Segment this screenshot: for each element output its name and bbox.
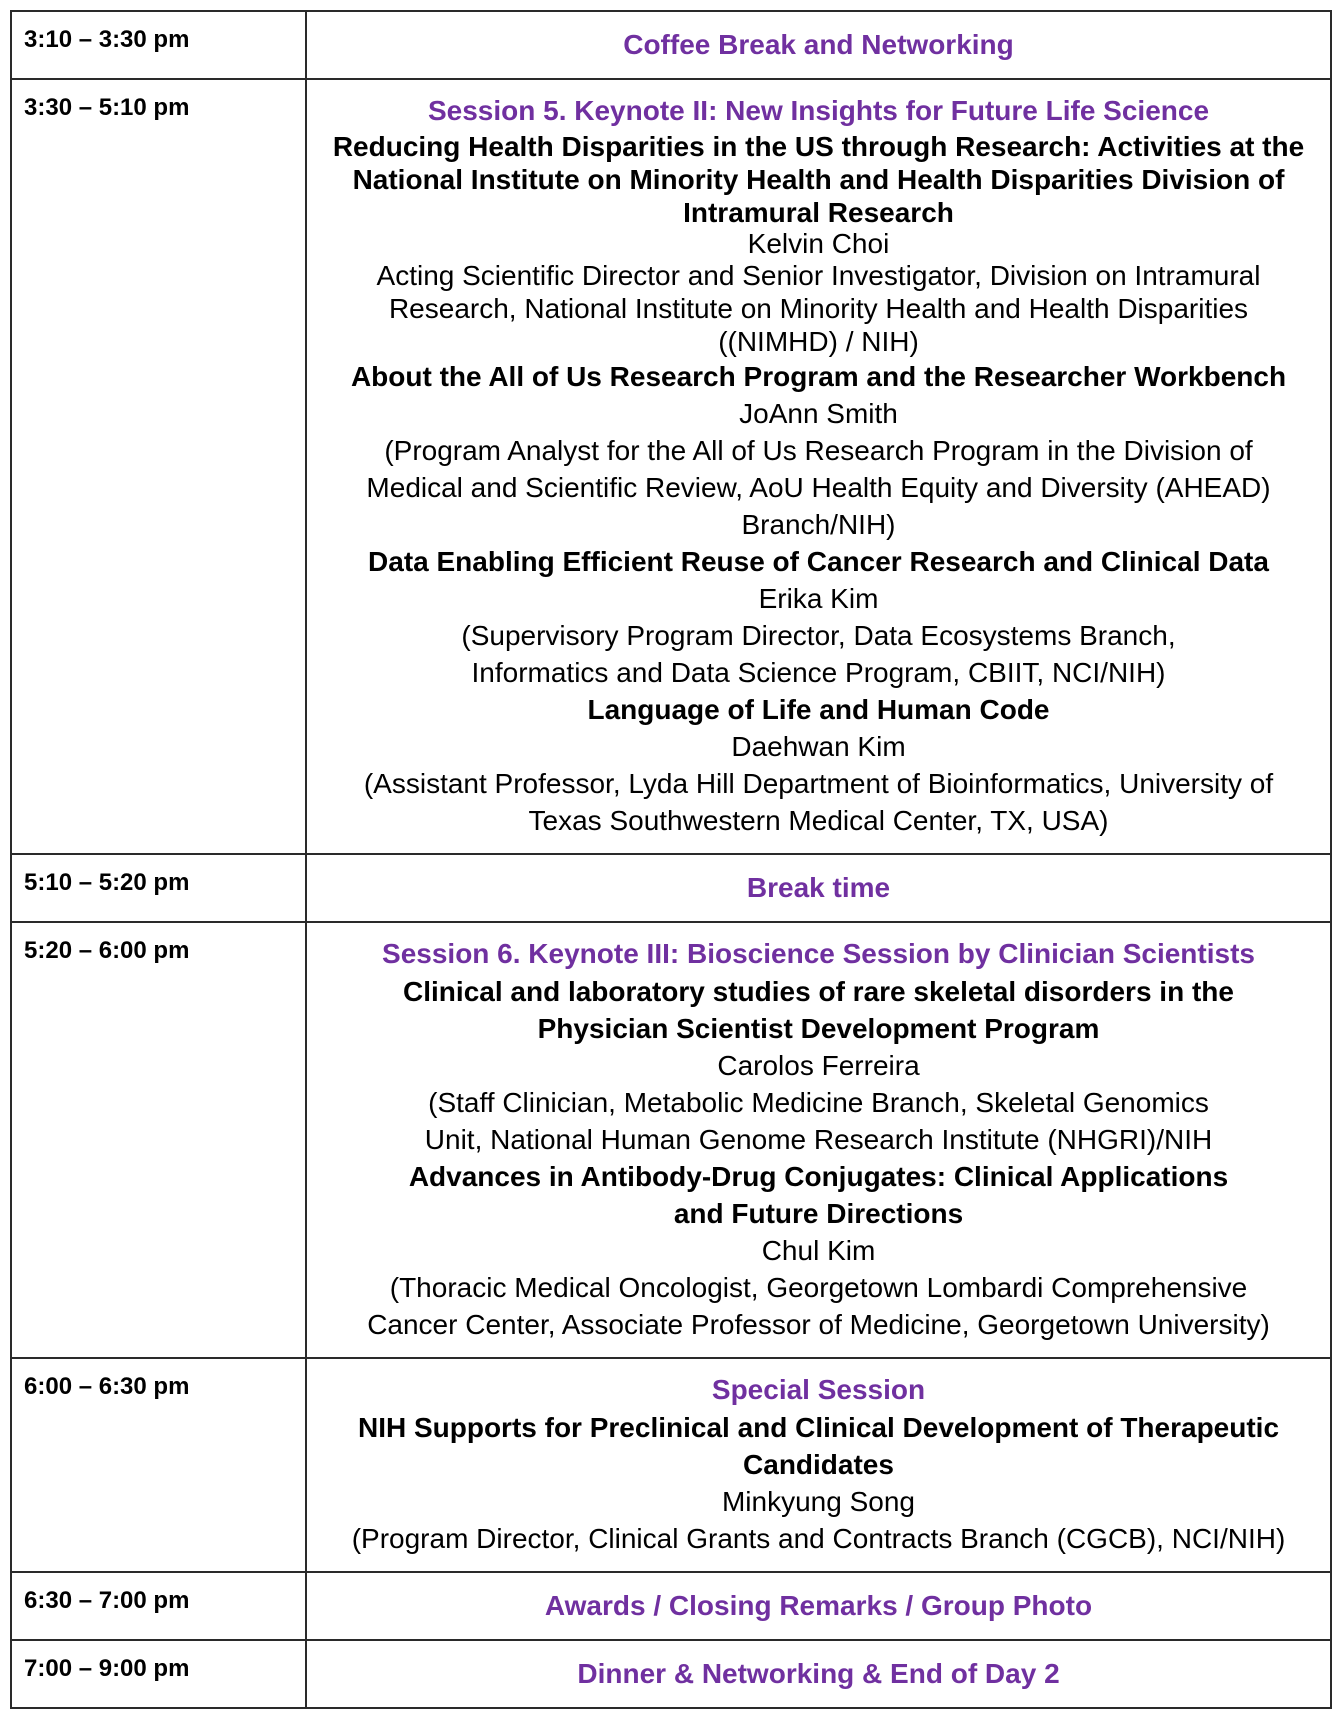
speaker-affiliation: (Staff Clinician, Metabolic Medicine Branch, Skeletal Genomics Unit, National Human Genome Research Institute (NHGRI)/NIH: [424, 1087, 1213, 1155]
session-title: Special Session: [711, 1374, 926, 1405]
session-title: Coffee Break and Networking: [623, 29, 1014, 60]
speaker-affiliation: (Program Director, Clinical Grants and Contracts Branch (CGCB), NCI/NIH): [351, 1523, 1286, 1554]
speaker-name: Carolos Ferreira: [717, 1050, 920, 1081]
session-cell: [306, 1640, 1331, 1708]
session-title: Session 5. Keynote II: New Insights for Future Life Science: [427, 95, 1210, 126]
talk-title: NIH Supports for Preclinical and Clinical Development of Therapeutic Candidates: [357, 1412, 1280, 1480]
talk: [321, 358, 1316, 543]
talk: [321, 973, 1316, 1158]
schedule-row: [11, 1358, 1331, 1572]
talk-title: Data Enabling Efficient Reuse of Cancer Research and Clinical Data: [368, 546, 1269, 577]
speaker-name: Erika Kim: [758, 583, 879, 614]
speaker-name: Chul Kim: [761, 1235, 876, 1266]
speaker-name: Daehwan Kim: [731, 731, 906, 762]
talk: [321, 1158, 1316, 1343]
time-slot: 5:10 – 5:20 pm: [11, 854, 306, 922]
speaker-name: Minkyung Song: [721, 1486, 915, 1517]
talk: [321, 1409, 1316, 1557]
speaker-name: Kelvin Choi: [747, 228, 890, 259]
time-slot: 5:20 – 6:00 pm: [11, 922, 306, 1358]
talk-title: Language of Life and Human Code: [587, 694, 1050, 725]
session-title: Session 6. Keynote III: Bioscience Session by Clinician Scientists: [382, 938, 1255, 969]
session-title: Awards / Closing Remarks / Group Photo: [544, 1590, 1093, 1621]
talk: [321, 691, 1316, 839]
time-slot: 3:30 – 5:10 pm: [11, 79, 306, 854]
schedule-row: [11, 922, 1331, 1358]
talk: [321, 130, 1316, 358]
schedule-row: [11, 1572, 1331, 1640]
time-slot: 6:30 – 7:00 pm: [11, 1572, 306, 1640]
session-cell: [306, 854, 1331, 922]
session-cell: [306, 11, 1331, 79]
speaker-affiliation: (Supervisory Program Director, Data Ecosystems Branch, Informatics and Data Science Program, CBIIT, NCI/NIH): [461, 620, 1176, 688]
session-cell: [306, 922, 1331, 1358]
time-slot: 3:10 – 3:30 pm: [11, 11, 306, 79]
session-title: Break time: [746, 872, 891, 903]
talk-title: Reducing Health Disparities in the US through Research: Activities at the National Institute on Minority Health and Health Disparities Division of Intramural Research: [332, 131, 1305, 228]
schedule-row: [11, 79, 1331, 854]
talk-title: Advances in Antibody-Drug Conjugates: Clinical Applications and Future Directions: [408, 1161, 1229, 1229]
talk: [321, 543, 1316, 691]
session-cell: [306, 1358, 1331, 1572]
speaker-affiliation: Acting Scientific Director and Senior Investigator, Division on Intramural Research, National Institute on Minority Health and Health Disparities ((NIMHD) / NIH): [376, 260, 1261, 357]
talk-title: About the All of Us Research Program and the Researcher Workbench: [350, 361, 1287, 392]
speaker-affiliation: (Assistant Professor, Lyda Hill Department of Bioinformatics, University of Texas Southwestern Medical Center, TX, USA): [363, 768, 1274, 836]
talk-title: Clinical and laboratory studies of rare skeletal disorders in the Physician Scientist Development Program: [403, 976, 1234, 1044]
schedule-row: [11, 11, 1331, 79]
speaker-name: JoAnn Smith: [739, 398, 898, 429]
speaker-affiliation: (Thoracic Medical Oncologist, Georgetown Lombardi Comprehensive Cancer Center, Associate Professor of Medicine, Georgetown University): [367, 1272, 1270, 1340]
session-cell: [306, 1572, 1331, 1640]
time-slot: 6:00 – 6:30 pm: [11, 1358, 306, 1572]
time-slot: 7:00 – 9:00 pm: [11, 1640, 306, 1708]
schedule-row: [11, 1640, 1331, 1708]
schedule-row: [11, 854, 1331, 922]
session-cell: [306, 79, 1331, 854]
speaker-affiliation: (Program Analyst for the All of Us Research Program in the Division of Medical and Scientific Review, AoU Health Equity and Diversity (AHEAD) Branch/NIH): [366, 435, 1271, 540]
session-title: Dinner & Networking & End of Day 2: [577, 1658, 1060, 1689]
schedule-table: [10, 10, 1332, 1709]
